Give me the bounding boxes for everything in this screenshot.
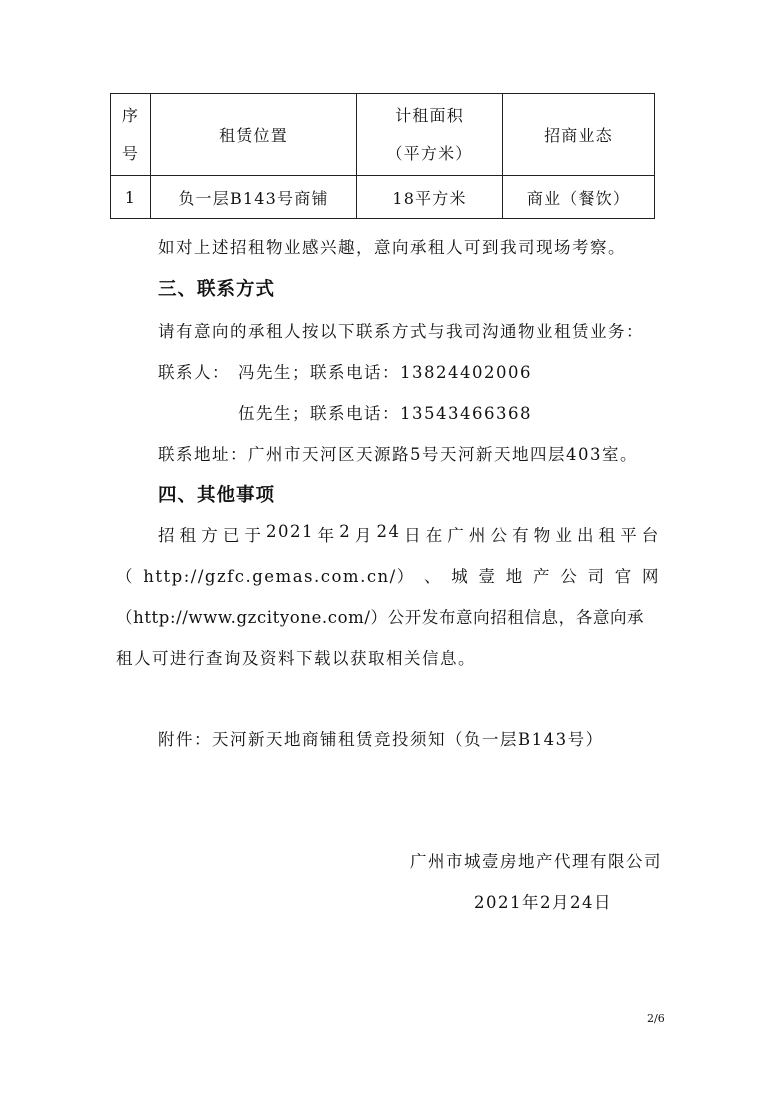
section4-line2: （ http://gzfc.gemas.com.cn/） 、 城 壹 地 产 公 司 官 网: [116, 567, 660, 586]
contact-address: 联系地址：广州市天河区天源路5号天河新天地四层403室。: [158, 445, 638, 464]
lease-table: [110, 93, 655, 219]
attachment-line: 附件：天河新天地商铺租赁竞投须知（负一层B143号）: [158, 730, 604, 749]
section4-title: 四、其他事项: [158, 485, 276, 506]
intro-line: 如对上述招租物业感兴趣，意向承租人可到我司现场考察。: [158, 238, 626, 257]
header-area: 计租面积 （平方米）: [357, 94, 503, 176]
signature-company: 广州市城壹房地产代理有限公司: [410, 852, 662, 871]
header-business: 招商业态: [503, 94, 655, 176]
cell-area: 18平方米: [357, 176, 503, 219]
contact-1: 冯先生；联系电话：13824402006: [238, 363, 532, 382]
contact-2: 伍先生；联系电话：13543466368: [238, 404, 532, 423]
table-header-row: [111, 94, 655, 176]
header-location: 租赁位置: [151, 94, 357, 176]
section4-line1: 招 租 方 已 于 2021 年 2 月 24 日 在 广 州 公 有 物 业 出 租 平 台: [158, 522, 660, 545]
section3-title: 三、联系方式: [158, 279, 276, 300]
signature-date: 2021年2月24日: [474, 893, 612, 912]
cell-seq: 1: [111, 176, 151, 219]
cell-location: 负一层B143号商铺: [151, 176, 357, 219]
section4-line4: 租人可进行查询及资料下载以获取相关信息。: [116, 649, 476, 668]
contact-label: 联系人：: [158, 363, 230, 382]
cell-business: 商业（餐饮）: [503, 176, 655, 219]
header-seq: 序 号: [111, 94, 151, 176]
section3-line1: 请有意向的承租人按以下联系方式与我司沟通物业租赁业务：: [158, 322, 644, 341]
page-number: 2/6: [647, 1012, 665, 1025]
table-row: [111, 176, 655, 219]
section4-line3: （http://www.gzcityone.com/）公开发布意向招租信息，各意向承: [116, 608, 645, 627]
